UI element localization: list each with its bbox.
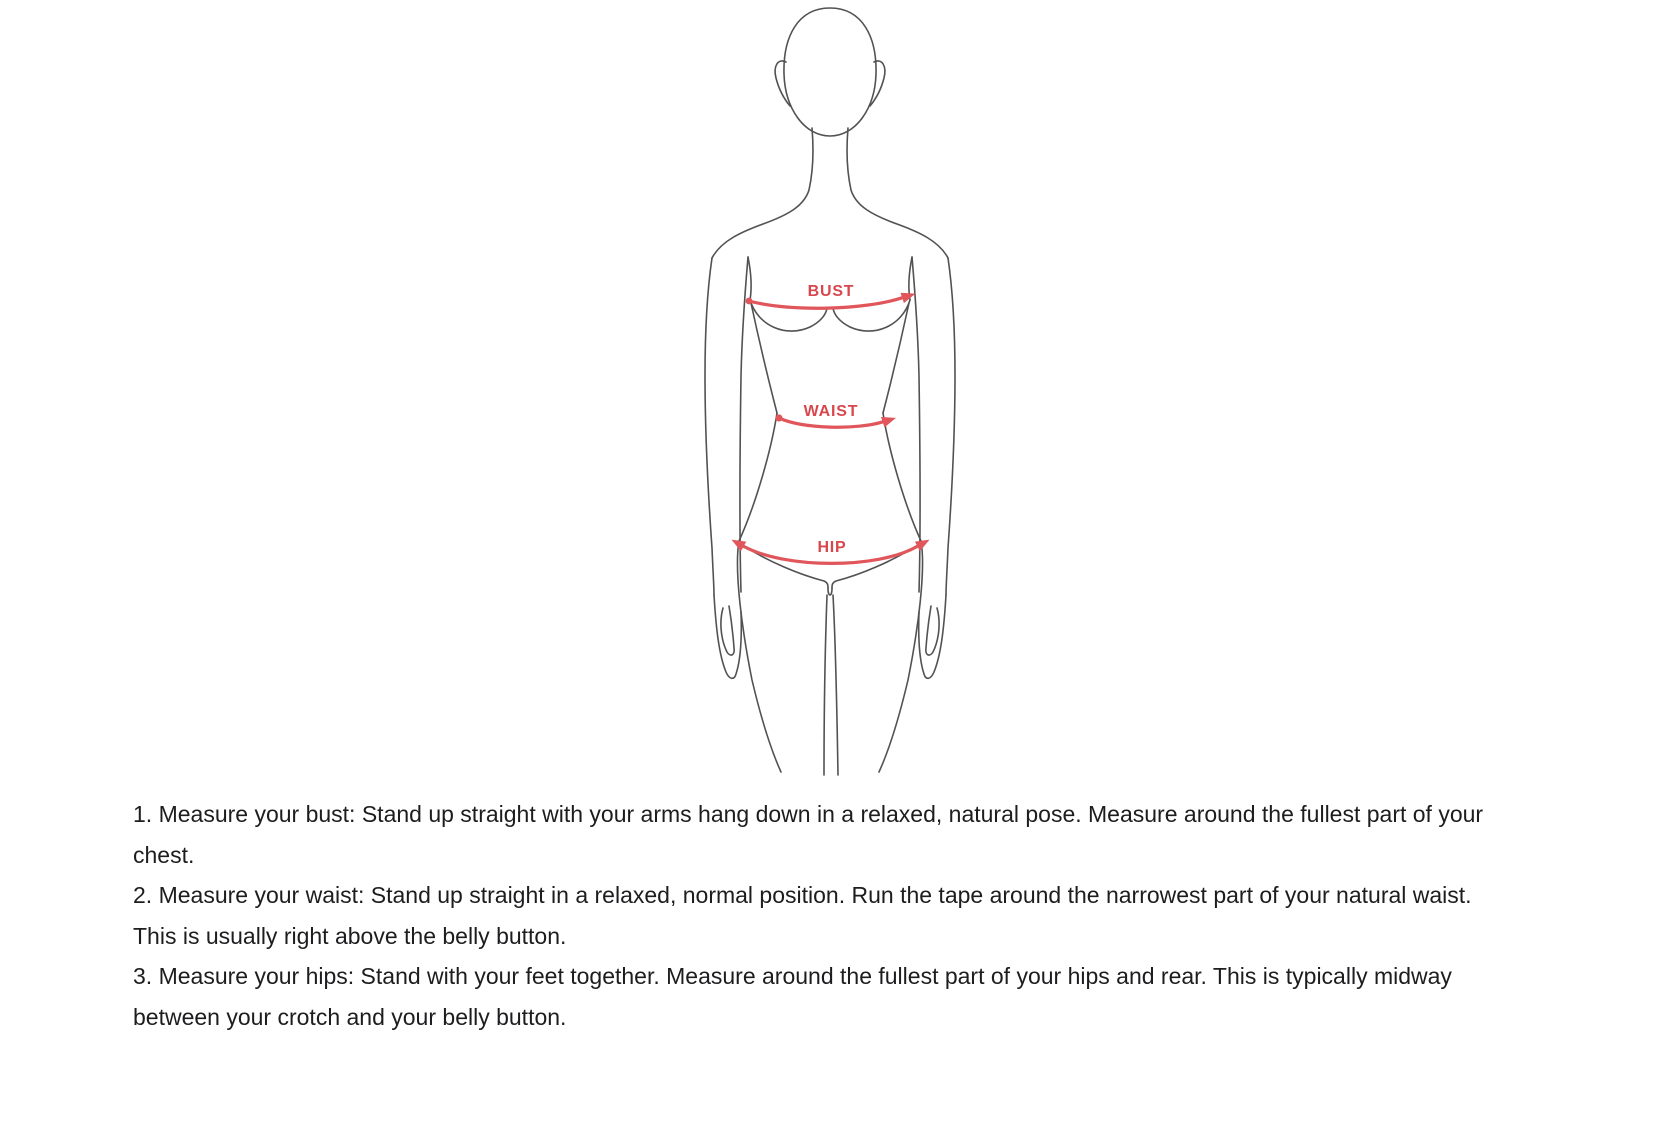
left-hip-side [739,413,777,541]
right-hip-side [883,413,921,541]
left-arm-outer [705,258,714,595]
crotch-curve [828,588,832,595]
left-torso-side [751,303,777,413]
bust-tape-arrowhead [901,293,916,303]
hip-label: HIP [817,539,847,556]
waist-tape-arrowhead [881,417,896,427]
left-leg-inner [824,595,827,775]
right-thigh-outer [879,541,923,772]
right-torso-side [883,303,909,413]
instruction-item-hips: 3. Measure your hips: Stand with your feet together. Measure around the fullest part of your hips and rear. This is typically midway between your crotch and your belly button. [133,963,1452,1030]
right-neck-shoulder [847,128,948,258]
instruction-item-waist: 2. Measure your waist: Stand up straight in a relaxed, normal position. Run the tape around the narrowest part of your natural waist. This is usually right above the belly button. [133,882,1472,949]
body-measurement-diagram [600,0,1000,790]
right-thumb [926,606,939,655]
body-measurement-figure [600,0,1000,790]
measurement-instructions [133,794,1513,1037]
waist-label: WAIST [803,403,859,420]
measurement-labels [804,283,859,556]
left-chest-line [748,257,751,300]
bust-label: BUST [807,283,855,300]
left-thumb [721,606,734,655]
hip-tape-left-arrowhead [731,540,746,552]
right-arm-outer [946,258,955,595]
right-hand [919,595,946,678]
head-outline [784,8,876,136]
measurement-tapes [731,293,929,564]
left-hand [714,595,741,678]
right-leg-inner [833,595,838,775]
left-neck-shoulder [712,128,813,258]
body-outline [705,8,955,775]
instruction-item-bust: 1. Measure your bust: Stand up straight with your arms hang down in a relaxed, natural pose. Measure around the fullest part of your chest. [133,801,1484,868]
left-thigh-outer [737,541,781,772]
